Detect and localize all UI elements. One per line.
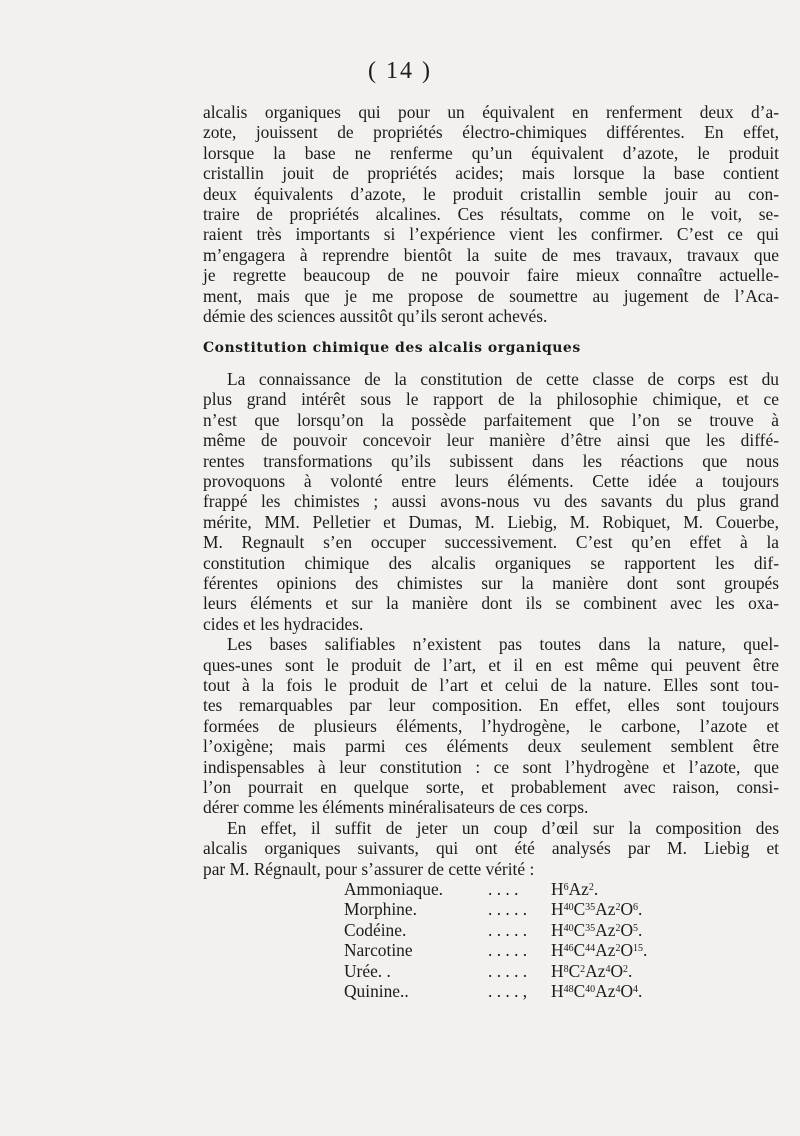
text-line: m’engagera à reprendre bientôt la suite de mes travaux, travaux que bbox=[203, 244, 779, 265]
text-line: dérer comme les éléments minéralisateurs de ces corps. bbox=[203, 797, 589, 818]
formula-subscript: 40 bbox=[563, 922, 574, 934]
text-line: traire de propriétés alcalines. Ces résultats, comme on le voit, se- bbox=[203, 204, 779, 225]
compound-name: Quinine.. bbox=[344, 981, 409, 1002]
compound-name: Ammoniaque. bbox=[344, 879, 444, 900]
formula-symbol: H bbox=[551, 981, 564, 1002]
text-line: cristallin jouit de propriétés acides; mais lorsque la base contient bbox=[203, 163, 779, 184]
formula-subscript: 6 bbox=[633, 902, 639, 914]
formula-symbol: Az bbox=[595, 899, 616, 920]
text-line: tout à la fois le produit de l’art et celui de la nature. Elles sont tou- bbox=[203, 674, 779, 695]
compound-formula bbox=[551, 961, 647, 981]
compound-name: Narcotine bbox=[344, 940, 413, 961]
compound-row bbox=[344, 899, 647, 919]
formula-subscript: 6 bbox=[563, 882, 569, 894]
text-line: par M. Régnault, pour s’assurer de cette vérité : bbox=[203, 858, 535, 879]
formula-symbol: C bbox=[573, 940, 586, 961]
formula-subscript: 4 bbox=[605, 963, 611, 975]
leader-dots: . . . . bbox=[488, 879, 519, 900]
formula-subscript: 4 bbox=[633, 984, 639, 996]
formula-symbol: Az bbox=[585, 960, 606, 981]
text-line: plus grand intérêt sous le rapport de la philosophie chimique, et ce bbox=[203, 389, 779, 410]
formula-symbol: . bbox=[628, 960, 633, 981]
text-line: En effet, il suffit de jeter un coup d’œil sur la composition des bbox=[227, 817, 779, 838]
text-line: indispensables à leur constitution : ce sont l’hydrogène et l’azote, que bbox=[203, 756, 779, 777]
compound-row bbox=[344, 879, 647, 899]
formula-subscript: 48 bbox=[563, 984, 574, 996]
compound-formula bbox=[551, 981, 647, 1001]
text-line: démie des sciences aussitôt qu’ils seront achevés. bbox=[203, 306, 548, 327]
text-line: formées de plusieurs éléments, l’hydrogène, le carbone, l’azote et bbox=[203, 715, 779, 736]
formula-subscript: 15 bbox=[633, 943, 644, 955]
body-text bbox=[203, 102, 779, 1001]
text-line: tes remarquables par leur composition. En effet, elles sont toujours bbox=[203, 695, 779, 716]
text-line: rentes transformations qu’ils subissent dans les réactions que nous bbox=[203, 450, 779, 471]
formula-symbol: . bbox=[643, 940, 648, 961]
text-line: alcalis organiques qui pour un équivalent en renferment deux d’a- bbox=[203, 102, 779, 122]
text-line: deux équivalents d’azote, le produit cristallin semble jouir au con- bbox=[203, 183, 779, 204]
text-line: cides et les hydracides. bbox=[203, 613, 364, 634]
formula-symbol: . bbox=[638, 919, 643, 940]
text-line: mérite, MM. Pelletier et Dumas, M. Liebig, M. Robiquet, M. Couerbe, bbox=[203, 511, 779, 532]
text-line: même de pouvoir concevoir leur manière d’être ainsi que les diffé- bbox=[203, 430, 779, 451]
formula-symbol: O bbox=[620, 899, 634, 920]
formula-subscript: 40 bbox=[563, 902, 574, 914]
text-line: M. Regnault s’en occuper successivement. C’est qu’en effet à la bbox=[203, 532, 779, 553]
formula-symbol: O bbox=[620, 940, 634, 961]
formula-subscript: 35 bbox=[585, 902, 596, 914]
text-line: ques-unes sont le produit de l’art, et il en est même qui peuvent être bbox=[203, 654, 779, 675]
paragraph-2 bbox=[203, 369, 779, 634]
text-line: La connaissance de la constitution de cette classe de corps est du bbox=[227, 368, 779, 389]
formula-subscript: 2 bbox=[615, 943, 621, 955]
formula-symbol: Az bbox=[595, 981, 616, 1002]
formula-subscript: 40 bbox=[585, 984, 596, 996]
compound-formula bbox=[551, 879, 647, 899]
leader-dots: . . . . . bbox=[488, 960, 528, 981]
formula-symbol: Az bbox=[595, 940, 616, 961]
leader-dots: . . . . . bbox=[488, 940, 528, 961]
compound-formula bbox=[551, 920, 647, 940]
composition-table bbox=[344, 879, 647, 1001]
formula-symbol: . bbox=[593, 879, 599, 900]
formula-symbol: . bbox=[638, 899, 643, 920]
text-line: n’est que lorsqu’on la possède parfaitement que l’on se trouve à bbox=[203, 409, 779, 430]
leader-dots: . . . . . bbox=[488, 899, 528, 920]
formula-symbol: Az bbox=[595, 919, 616, 940]
compound-formula bbox=[551, 940, 647, 960]
text-line: ment, mais que je me propose de soumettre au jugement de l’Aca- bbox=[203, 285, 779, 306]
section-heading: Constitution chimique des alcalis organiques bbox=[203, 340, 581, 357]
compound-formula bbox=[551, 899, 647, 919]
leader-dots: . . . . . bbox=[488, 919, 528, 940]
formula-symbol: C bbox=[568, 960, 581, 981]
text-line: frappé les chimistes ; aussi avons-nous vu des savants du plus grand bbox=[203, 491, 779, 512]
compound-name: Urée. . bbox=[344, 960, 391, 981]
paragraph-4 bbox=[203, 818, 779, 879]
formula-subscript: 2 bbox=[623, 963, 629, 975]
text-line: je regrette beaucoup de ne pouvoir faire mieux connaître actuelle- bbox=[203, 265, 779, 286]
formula-symbol: O bbox=[620, 919, 634, 940]
compound-row bbox=[344, 940, 647, 960]
formula-subscript: 4 bbox=[615, 984, 621, 996]
formula-subscript: 2 bbox=[588, 882, 594, 894]
formula-subscript: 2 bbox=[615, 902, 621, 914]
formula-symbol: C bbox=[573, 899, 586, 920]
compound-name: Morphine. bbox=[344, 899, 417, 920]
paragraph-1 bbox=[203, 102, 779, 326]
text-line: Les bases salifiables n’existent pas toutes dans la nature, quel- bbox=[227, 634, 779, 655]
text-line: raient très importants si l’expérience vient les confirmer. C’est ce qui bbox=[203, 224, 779, 245]
text-line: constitution chimique des alcalis organiques se rapportent les dif- bbox=[203, 552, 779, 573]
formula-symbol: H bbox=[551, 919, 564, 940]
text-line: provoquons à volonté entre leurs éléments. Cette idée a toujours bbox=[203, 470, 779, 491]
formula-symbol: . bbox=[638, 981, 643, 1002]
text-line: leurs éléments et sur la manière dont ils se combinent avec les oxa- bbox=[203, 593, 779, 614]
formula-symbol: O bbox=[620, 981, 634, 1002]
leader-dots: . . . . , bbox=[488, 981, 528, 1002]
formula-symbol: Az bbox=[568, 879, 589, 900]
text-line: zote, jouissent de propriétés électro-chimiques différentes. En effet, bbox=[203, 122, 779, 143]
formula-subscript: 35 bbox=[585, 922, 596, 934]
formula-subscript: 5 bbox=[633, 922, 639, 934]
formula-subscript: 8 bbox=[563, 963, 569, 975]
formula-subscript: 46 bbox=[563, 943, 574, 955]
paragraph-3 bbox=[203, 634, 779, 818]
compound-row bbox=[344, 961, 647, 981]
compound-row bbox=[344, 981, 647, 1001]
formula-subscript: 2 bbox=[615, 922, 621, 934]
text-line: alcalis organiques suivants, qui ont été analysés par M. Liebig et bbox=[203, 838, 779, 859]
compound-row bbox=[344, 920, 647, 940]
formula-symbol: C bbox=[573, 919, 586, 940]
text-line: l’on pourrait en quelque sorte, et probablement avec raison, consi- bbox=[203, 777, 779, 797]
text-line: férentes opinions des chimistes sur la manière dont sont groupés bbox=[203, 572, 779, 593]
formula-symbol: H bbox=[551, 940, 564, 961]
text-line: l’oxigène; mais parmi ces éléments deux seulement semblent être bbox=[203, 736, 779, 757]
formula-subscript: 44 bbox=[585, 943, 596, 955]
compound-name: Codéine. bbox=[344, 919, 407, 940]
page-number: ( 14 ) bbox=[368, 58, 432, 84]
text-line: lorsque la base ne renferme qu’un équivalent d’azote, le produit bbox=[203, 142, 779, 163]
formula-subscript: 2 bbox=[580, 963, 586, 975]
formula-symbol: O bbox=[610, 960, 624, 981]
formula-symbol: H bbox=[551, 879, 564, 900]
formula-symbol: H bbox=[551, 899, 564, 920]
formula-symbol: C bbox=[573, 981, 586, 1002]
formula-symbol: H bbox=[551, 960, 564, 981]
